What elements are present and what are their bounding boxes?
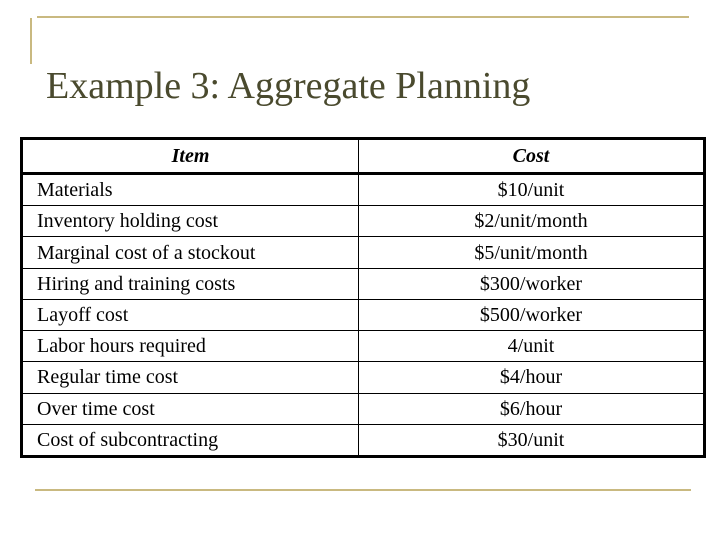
table-row: [22, 268, 705, 299]
bottom-decorative-rule: [35, 489, 691, 491]
cost-cell: $5/unit/month: [359, 237, 705, 268]
slide-title: Example 3: Aggregate Planning: [46, 65, 531, 107]
column-header-cost: Cost: [359, 139, 705, 174]
item-cell: Hiring and training costs: [22, 268, 359, 299]
cost-cell: $30/unit: [359, 424, 705, 456]
cost-cell: $6/hour: [359, 393, 705, 424]
item-cell: Regular time cost: [22, 362, 359, 393]
cost-cell: $300/worker: [359, 268, 705, 299]
cost-cell: 4/unit: [359, 331, 705, 362]
item-cell: Layoff cost: [22, 299, 359, 330]
table-row: [22, 362, 705, 393]
item-cell: Cost of subcontracting: [22, 424, 359, 456]
table-row: [22, 331, 705, 362]
cost-cell: $10/unit: [359, 174, 705, 206]
table-row: [22, 393, 705, 424]
table-row: [22, 237, 705, 268]
left-decorative-rule: [30, 18, 32, 64]
item-cell: Over time cost: [22, 393, 359, 424]
table-header-row: [22, 139, 705, 174]
top-decorative-rule: [37, 16, 689, 18]
column-header-item: Item: [22, 139, 359, 174]
item-cell: Labor hours required: [22, 331, 359, 362]
cost-cell: $4/hour: [359, 362, 705, 393]
item-cell: Materials: [22, 174, 359, 206]
table-row: [22, 424, 705, 456]
table-row: [22, 206, 705, 237]
item-cell: Marginal cost of a stockout: [22, 237, 359, 268]
cost-table: [20, 137, 706, 458]
cost-cell: $2/unit/month: [359, 206, 705, 237]
cost-cell: $500/worker: [359, 299, 705, 330]
item-cell: Inventory holding cost: [22, 206, 359, 237]
table-row: [22, 174, 705, 206]
table-row: [22, 299, 705, 330]
